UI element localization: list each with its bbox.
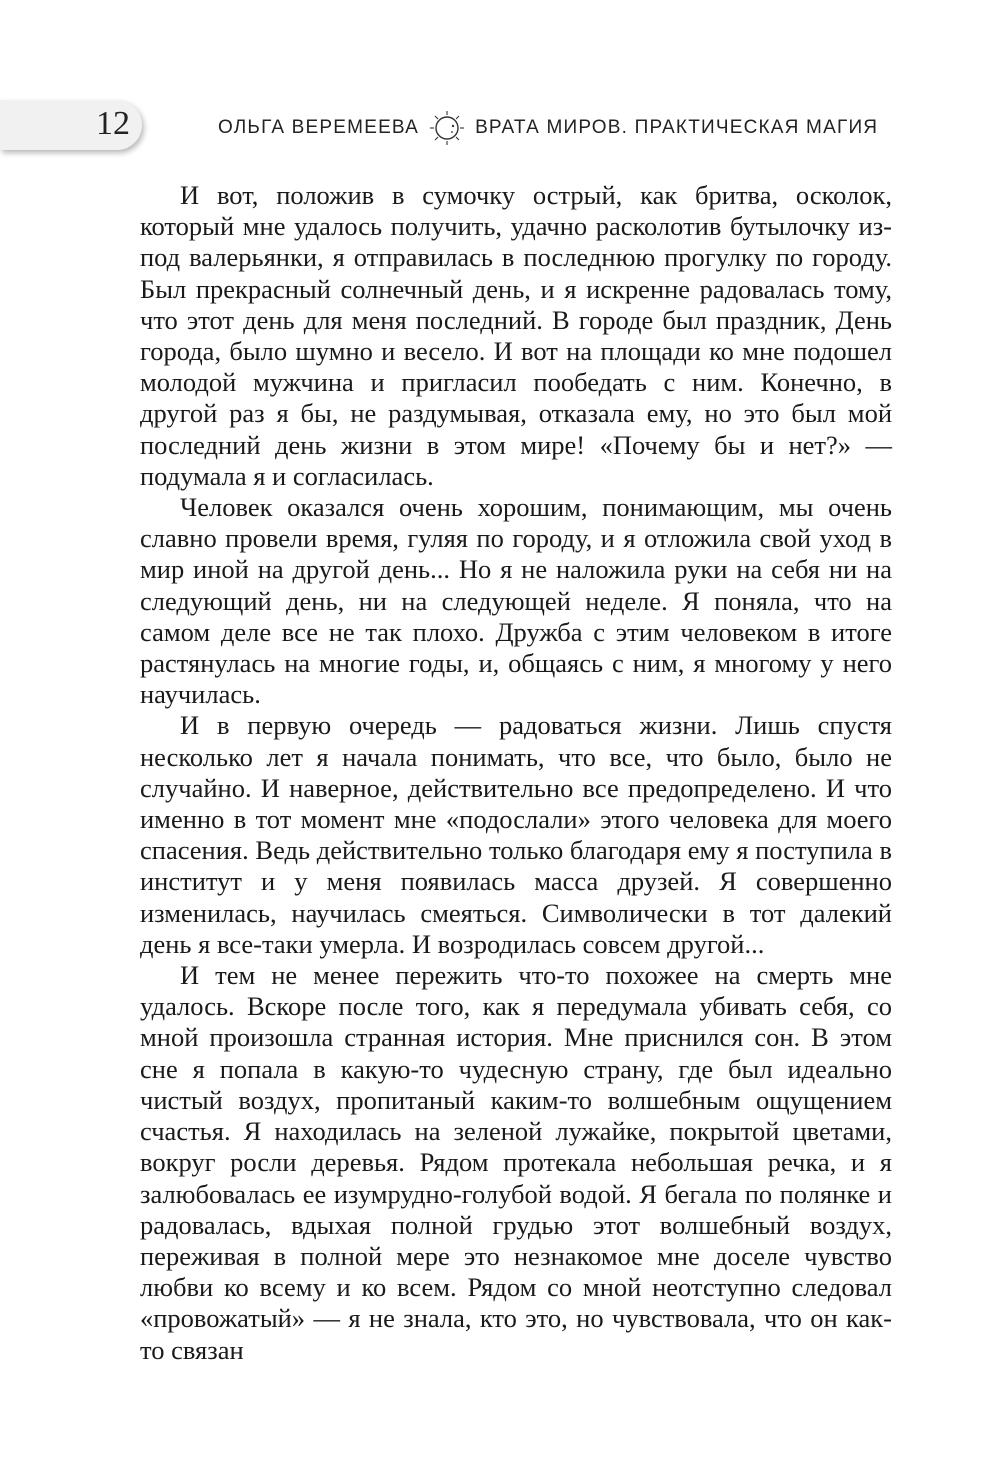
paragraph: И в первую очередь — радоваться жизни. Лишь спустя несколько лет я начала понимать, что все, что было, было не случайно. И наверное, действительно все предопределено. И что именно в тот момент мне «подослали» этого человека для моего спасения. Ведь действительно только благодаря ему я поступила в институт и у меня появилась масса друзей. Я совершенно изменилась, научилась смеяться. Символически в тот далекий день я все-таки умерла. И возродилась совсем другой... (140, 710, 892, 959)
paragraph: Человек оказался очень хорошим, понимающим, мы очень славно провели время, гуляя по городу, и я отложила свой уход в мир иной на другой день... Но я не наложила руки на себя ни на следующий день, ни на следующей неделе. Я поняла, что на самом деле все не так плохо. Дружба с этим человеком в итоге растянулась на многие годы, и, общаясь с ним, я многому у него научилась. (140, 492, 892, 710)
page-number: 12 (96, 105, 130, 142)
author-name: ОЛЬГА ВЕРЕМЕЕВА (218, 117, 420, 138)
book-title: ВРАТА МИРОВ. ПРАКТИЧЕСКАЯ МАГИЯ (475, 117, 879, 138)
text-body (140, 180, 892, 1366)
running-head (218, 108, 879, 148)
paragraph: И тем не менее пережить что-то похожее на смерть мне удалось. Вскоре после того, как я передумала убивать себя, со мной произошла странная история. Мне приснился сон. В этом сне я попала в какую-то чудесную страну, где был идеально чистый воздух, пропитаный каким-то волшебным ощущением счастья. Я находилась на зеленой лужайке, покрытой цветами, вокруг росли деревья. Рядом протекала небольшая речка, и я залюбовалась ее изумрудно-голубой водой. Я бегала по полянке и радовалась, вдыхая полной грудью этот волшебный воздух, переживая в полной мере это незнакомое мне доселе чувство любви ко всему и ко всем. Рядом со мной неотступно следовал «провожатый» — я не знала, кто это, но чувствовала, что он как-то связан (140, 960, 892, 1365)
sun-moon-emblem-icon (425, 108, 469, 148)
paragraph: И вот, положив в сумочку острый, как бритва, осколок, который мне удалось получить, удачно расколотив бутылочку из-под валерьянки, я отправилась в последнюю прогулку по городу. Был прекрасный солнечный день, и я искренне радовалась тому, что этот день для меня последний. В городе был праздник, День города, было шумно и весело. И вот на площади ко мне подошел молодой мужчина и пригласил пообедать с ним. Конечно, в другой раз я бы, не раздумывая, отказала ему, но это был мой последний день жизни в этом мире! «Почему бы и нет?» — подумала я и согласилась. (140, 180, 892, 491)
